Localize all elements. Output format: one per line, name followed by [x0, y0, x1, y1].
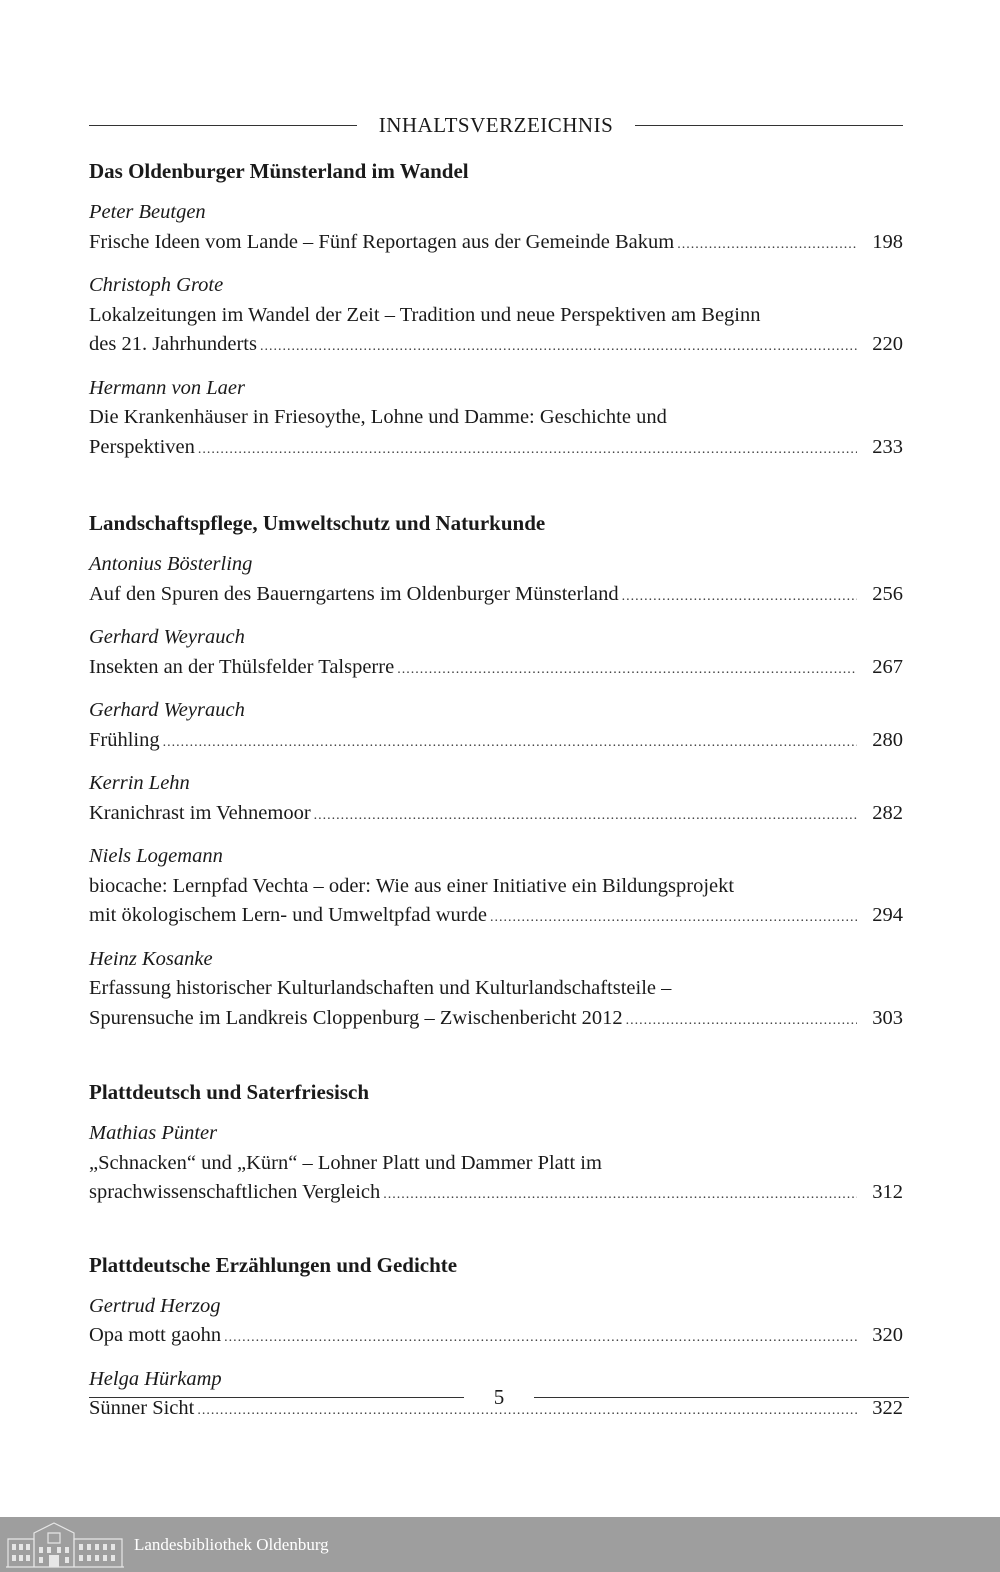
entry-title-line: biocache: Lernpfad Vechta – oder: Wie aus einer Initiative ein Bildungsprojekt	[89, 874, 735, 897]
entry-page-number: 303	[872, 1006, 903, 1029]
dot-leader	[163, 728, 857, 758]
entry-title: Kranichrast im Vehnemoor	[89, 801, 311, 824]
entry-page-number: 267	[872, 655, 903, 678]
entry-title-line: Erfassung historischer Kulturlandschaften und Kulturlandschaftsteile –	[89, 977, 672, 999]
entry-author: Gerhard Weyrauch	[89, 626, 245, 648]
entry-title: Auf den Spuren des Bauerngartens im Oldenburger Münsterland	[89, 582, 619, 605]
library-watermark-bar	[0, 1517, 1000, 1572]
toc-section	[89, 508, 903, 1035]
entry-title-row	[89, 901, 903, 933]
dot-leader	[314, 801, 857, 831]
entry-author: Antonius Bösterling	[89, 553, 253, 575]
toc-entry	[89, 696, 903, 757]
library-name: Landesbibliothek Oldenburg	[134, 1534, 329, 1554]
section-heading: Das Oldenburger Münsterland im Wandel	[89, 159, 469, 183]
entry-title-line: Die Krankenhäuser in Friesoythe, Lohne und Damme: Geschichte und	[89, 406, 667, 428]
dot-leader	[626, 1006, 857, 1036]
entry-title-row	[89, 653, 903, 685]
footer-rule-right	[534, 1397, 909, 1398]
entry-title: Sünner Sicht	[89, 1397, 195, 1419]
entry-title: Insekten an der Thülsfelder Talsperre	[89, 655, 395, 678]
dot-leader	[383, 1180, 857, 1210]
entry-title-line: „Schnacken“ und „Kürn“ – Lohner Platt und Dammer Platt im	[89, 1151, 602, 1174]
dot-leader	[677, 230, 857, 260]
toc-sections	[89, 156, 903, 1426]
entry-page-number: 198	[872, 230, 903, 253]
page-number: 5	[493, 1384, 505, 1409]
toc-header	[89, 108, 903, 142]
entry-title-row	[89, 1178, 903, 1210]
entry-title-row	[89, 433, 903, 465]
toc-entry	[89, 374, 903, 465]
entry-title: Opa mott gaohn	[89, 1324, 222, 1346]
toc-entry	[89, 1119, 903, 1210]
entry-page-number: 282	[872, 801, 903, 824]
entry-title: Frühling	[89, 728, 160, 751]
entry-page-number: 233	[872, 435, 903, 458]
entry-author: Gertrud Herzog	[89, 1294, 221, 1317]
toc-entry	[89, 769, 903, 830]
section-heading: Landschaftspflege, Umweltschutz und Naturkunde	[89, 511, 546, 535]
entry-author: Christoph Grote	[89, 274, 224, 296]
toc-entry	[89, 550, 903, 611]
page-footer	[89, 1380, 909, 1414]
dot-leader	[490, 903, 857, 933]
entry-author: Niels Logemann	[89, 845, 223, 867]
entry-title: des 21. Jahrhunderts	[89, 333, 257, 355]
entry-title-row	[89, 799, 903, 831]
entry-page-number: 322	[872, 1397, 903, 1419]
entry-title: mit ökologischem Lern- und Umweltpfad wurde	[89, 904, 487, 926]
toc-entry	[89, 1292, 903, 1353]
entry-author: Peter Beutgen	[89, 201, 206, 223]
dot-leader	[622, 582, 857, 612]
dot-leader	[397, 655, 857, 685]
header-rule-left	[89, 125, 357, 126]
entry-title: Spurensuche im Landkreis Cloppenburg – Zwischenbericht 2012	[89, 1006, 623, 1029]
library-building-icon	[4, 1517, 126, 1572]
entry-author: Hermann von Laer	[89, 376, 246, 399]
entry-title: Frische Ideen vom Lande – Fünf Reportagen aus der Gemeinde Bakum	[89, 230, 675, 253]
entry-author: Heinz Kosanke	[89, 947, 213, 970]
toc-entry	[89, 945, 903, 1036]
dot-leader	[198, 435, 857, 465]
toc-entry	[89, 271, 903, 362]
entry-title: Perspektiven	[89, 435, 195, 458]
dot-leader	[260, 332, 857, 362]
toc-entry	[89, 842, 903, 933]
entry-title-line: Lokalzeitungen im Wandel der Zeit – Tradition und neue Perspektiven am Beginn	[89, 303, 761, 326]
entry-author: Helga Hürkamp	[89, 1367, 222, 1390]
entry-page-number: 294	[872, 904, 903, 926]
toc-entry	[89, 623, 903, 684]
dot-leader	[224, 1323, 857, 1353]
entry-author: Mathias Pünter	[89, 1122, 218, 1144]
entry-title-row	[89, 1004, 903, 1036]
entry-title-row	[89, 228, 903, 260]
entry-title-row	[89, 1321, 903, 1353]
entry-page-number: 320	[872, 1324, 903, 1346]
entry-author: Gerhard Weyrauch	[89, 699, 245, 721]
entry-title-row	[89, 580, 903, 612]
entry-page-number: 256	[872, 582, 903, 605]
toc-section	[89, 1077, 903, 1210]
entry-page-number: 280	[872, 728, 903, 751]
entry-author: Kerrin Lehn	[89, 772, 190, 794]
header-rule-right	[635, 125, 903, 126]
entry-page-number: 312	[872, 1181, 903, 1203]
toc-section	[89, 156, 903, 464]
footer-rule-left	[89, 1397, 464, 1398]
entry-title: sprachwissenschaftlichen Vergleich	[89, 1181, 381, 1203]
table-of-contents	[89, 108, 903, 1426]
entry-title-row	[89, 726, 903, 758]
toc-entry	[89, 198, 903, 259]
page-title: INHALTSVERZEICHNIS	[378, 113, 614, 137]
entry-page-number: 220	[872, 333, 903, 355]
section-heading: Plattdeutsch und Saterfriesisch	[89, 1080, 369, 1104]
entry-title-row	[89, 330, 903, 362]
section-heading: Plattdeutsche Erzählungen und Gedichte	[89, 1252, 458, 1277]
